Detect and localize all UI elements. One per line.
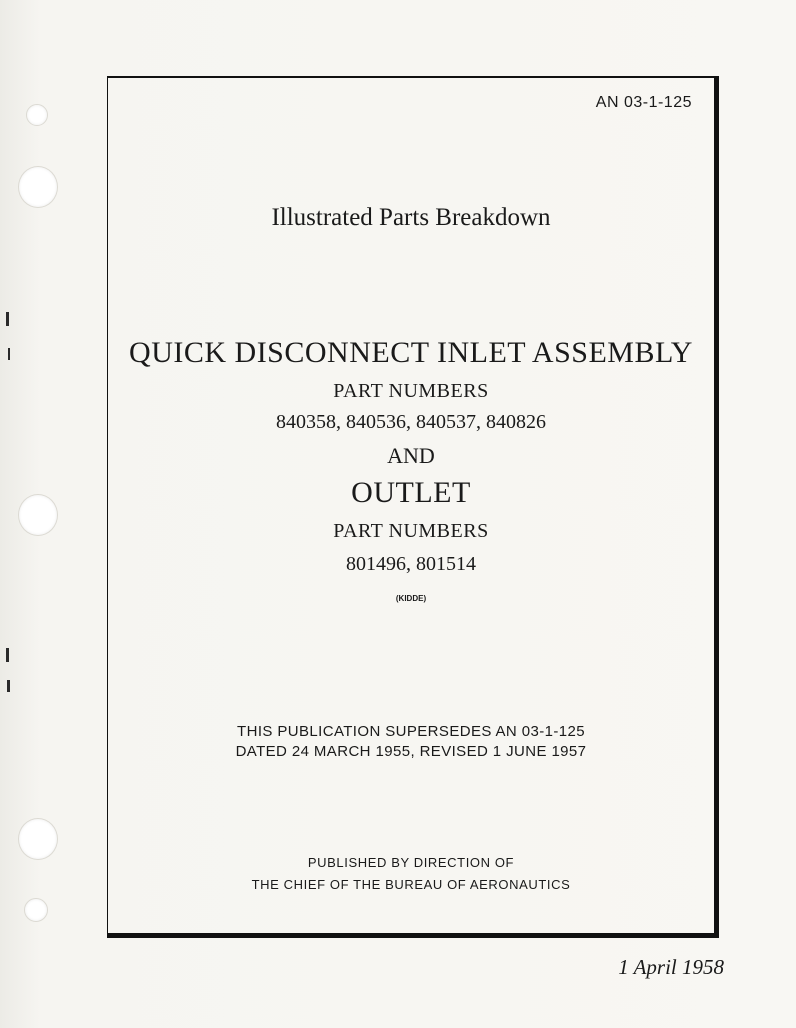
cover-frame [107, 76, 719, 938]
scan-mark [6, 312, 9, 326]
publisher-line-2: THE CHIEF OF THE BUREAU OF AERONAUTICS [251, 877, 571, 892]
publisher-line-1: PUBLISHED BY DIRECTION OF [307, 855, 515, 870]
outlet-part-numbers: 801496, 801514 [346, 553, 476, 575]
scan-mark [7, 680, 10, 692]
outlet-title: OUTLET [351, 476, 471, 509]
supersedes-notice-line-1: THIS PUBLICATION SUPERSEDES AN 03-1-125 [237, 723, 585, 740]
and-label: AND [387, 443, 435, 468]
punch-hole [24, 898, 48, 922]
publication-date: 1 April 1958 [618, 955, 724, 979]
punch-hole [18, 166, 58, 208]
punch-hole [18, 494, 58, 536]
scan-mark [6, 648, 9, 662]
scan-mark [8, 348, 10, 360]
document-number: AN 03-1-125 [595, 94, 692, 111]
punch-hole [26, 104, 48, 126]
inlet-assembly-title: QUICK DISCONNECT INLET ASSEMBLY [129, 336, 693, 369]
document-heading: Illustrated Parts Breakdown [271, 204, 551, 231]
supersedes-notice-line-2: DATED 24 MARCH 1955, REVISED 1 JUNE 1957 [235, 743, 587, 760]
inlet-part-numbers-label: PART NUMBERS [333, 380, 489, 402]
inlet-part-numbers: 840358, 840536, 840537, 840826 [276, 411, 546, 433]
punch-hole [18, 818, 58, 860]
manufacturer-label: (KIDDE) [395, 594, 427, 603]
outlet-part-numbers-label: PART NUMBERS [333, 520, 489, 542]
